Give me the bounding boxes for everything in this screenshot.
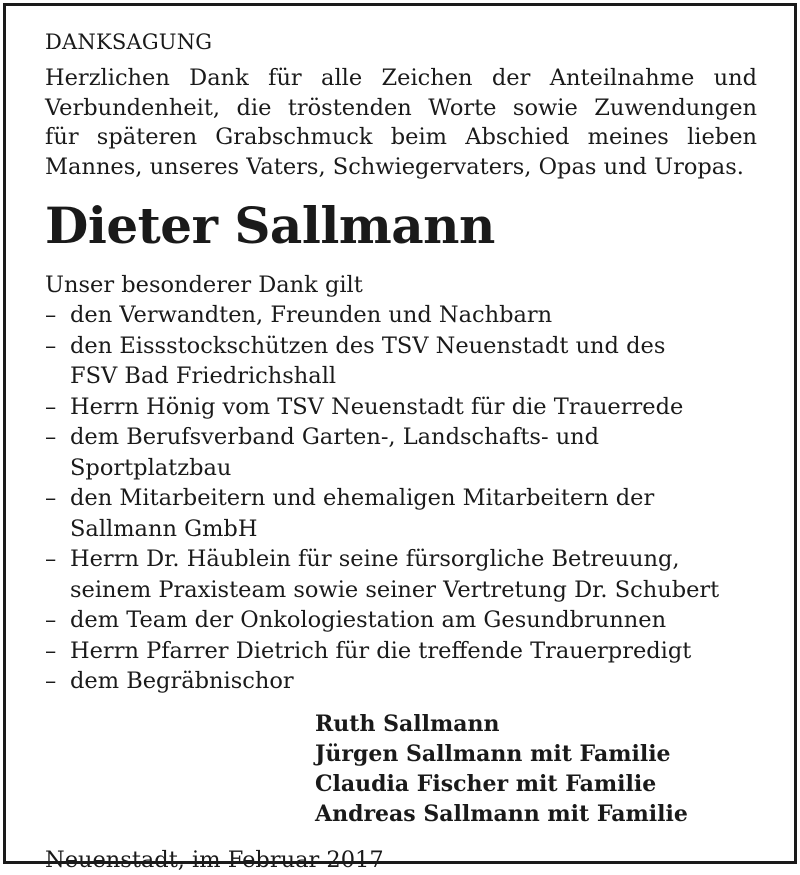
thanks-item-text: dem Berufsverband Garten-, Landschafts- und — [70, 424, 600, 450]
intro-line: für späteren Grabschmuck beim Abschied meines lieben — [45, 124, 757, 150]
thanks-item-text: den Mitarbeitern und ehemaligen Mitarbeitern der — [70, 485, 655, 511]
thanks-item-text: Herrn Hönig vom TSV Neuenstadt für die Trauerrede — [70, 393, 684, 420]
notice-heading: DANKSAGUNG — [45, 30, 213, 54]
thanks-lead: Unser besonderer Dank gilt — [45, 272, 363, 298]
thanks-item-text: dem Begräbnischor — [70, 668, 294, 694]
signatures — [315, 709, 757, 829]
thanks-item — [45, 300, 757, 331]
thanks-item-text: dem Team der Onkologiestation am Gesundbrunnen — [70, 607, 667, 633]
obituary-notice — [45, 29, 757, 875]
thanks-item-text: seinem Praxisteam sowie seiner Vertretung Dr. Schubert — [70, 576, 720, 603]
intro-line: Mannes, unseres Vaters, Schwiegervaters, Opas und Uropas. — [45, 153, 744, 180]
thanks-item — [45, 544, 757, 605]
signature-name: Jürgen Sallmann mit Familie — [315, 740, 671, 767]
signature-name: Claudia Fischer mit Familie — [315, 770, 657, 797]
thanks-item — [45, 605, 757, 636]
thanks-item-text: Sportplatzbau — [70, 454, 232, 481]
thanks-item — [45, 666, 757, 697]
signature-name: Andreas Sallmann mit Familie — [315, 800, 688, 827]
thanks-item — [45, 636, 757, 667]
thanks-item — [45, 392, 757, 423]
intro-paragraph — [45, 64, 757, 182]
thanks-item-text: den Eissstockschützen des TSV Neuenstadt und des — [70, 332, 666, 359]
thanks-list — [45, 300, 757, 697]
intro-line: Herzlichen Dank für alle Zeichen der Anteilnahme und — [45, 65, 757, 91]
thanks-item-text: Sallmann GmbH — [70, 515, 258, 542]
thanks-item-text: Herrn Dr. Häublein für seine fürsorgliche Betreuung, — [70, 546, 680, 572]
thanks-item-text: den Verwandten, Freunden und Nachbarn — [70, 302, 553, 328]
thanks-item-text: FSV Bad Friedrichshall — [70, 363, 337, 389]
signature-name: Ruth Sallmann — [315, 710, 500, 737]
thanks-item — [45, 331, 757, 392]
intro-line: Verbundenheit, die tröstenden Worte sowie Zuwendungen — [45, 94, 757, 121]
place-date: Neuenstadt, im Februar 2017 — [45, 846, 384, 873]
deceased-name: Dieter Sallmann — [45, 196, 495, 255]
thanks-item — [45, 483, 757, 544]
thanks-item — [45, 422, 757, 483]
thanks-item-text: Herrn Pfarrer Dietrich für die treffende Trauerpredigt — [70, 637, 692, 664]
